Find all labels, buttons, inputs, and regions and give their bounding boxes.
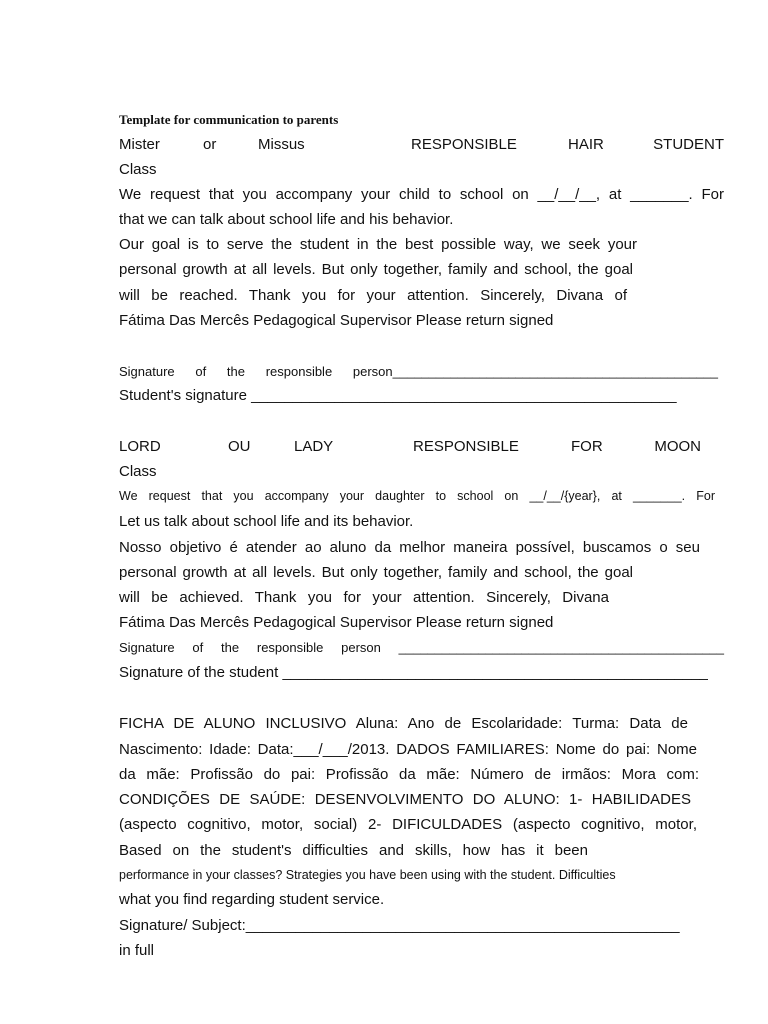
s1-header-word: RESPONSIBLE <box>411 136 517 153</box>
s1-signature-student: Student's signature ___________________________________________________ <box>119 387 677 404</box>
s2-signature-responsible: Signature of the responsible person _____________________________________________ <box>119 640 724 655</box>
s2-header-word: OU <box>228 438 251 455</box>
s1-paragraph-line: that we can talk about school life and his behavior. <box>119 211 454 228</box>
s1-header-word: Mister <box>119 136 160 153</box>
s2-header-word: RESPONSIBLE <box>413 438 519 455</box>
s1-signature-responsible: Signature of the responsible person_____________________________________________ <box>119 364 718 379</box>
s2-paragraph-line: We request that you accompany your daughter to school on __/__/{year}, at _______. For <box>119 489 715 503</box>
s3-form-line: CONDIÇÕES DE SAÚDE: DESENVOLVIMENTO DO ALUNO: 1- HABILIDADES <box>119 791 691 808</box>
s3-form-line: FICHA DE ALUNO INCLUSIVO Aluna: Ano de Escolaridade: Turma: Data de <box>119 715 688 732</box>
s1-paragraph-line: Fátima Das Mercês Pedagogical Supervisor Please return signed <box>119 312 554 329</box>
s3-form-line: Based on the student's difficulties and skills, how has it been <box>119 842 588 859</box>
s3-form-line: (aspecto cognitivo, motor, social) 2- DIFICULDADES (aspecto cognitivo, motor, <box>119 816 697 833</box>
s2-header-word: FOR <box>571 438 603 455</box>
s2-class: Class <box>119 463 157 480</box>
s3-form-line: in full <box>119 942 155 959</box>
s2-paragraph-line: personal growth at all levels. But only together, family and school, the goal <box>119 564 633 581</box>
document-title: Template for communication to parents <box>119 112 339 127</box>
s1-header-word: HAIR <box>568 136 604 153</box>
s2-paragraph-line: Nosso objetivo é atender ao aluno da melhor maneira possível, buscamos o seu <box>119 539 700 556</box>
s2-header-word: LADY <box>294 438 334 455</box>
s3-form-line: Nascimento: Idade: Data:___/___/2013. DADOS FAMILIARES: Nome do pai: Nome <box>119 741 697 758</box>
s1-paragraph-line: We request that you accompany your child to school on __/__/__, at _______. For <box>119 186 724 203</box>
s2-header-word: MOON <box>654 438 701 455</box>
s3-form-line: what you find regarding student service. <box>119 891 385 908</box>
s1-paragraph-line: will be reached. Thank you for your attention. Sincerely, Divana of <box>119 287 627 304</box>
s1-paragraph-line: personal growth at all levels. But only together, family and school, the goal <box>119 261 633 278</box>
s2-paragraph-line: will be achieved. Thank you for your attention. Sincerely, Divana <box>119 589 609 606</box>
s2-signature-student: Signature of the student ___________________________________________________ <box>119 664 708 681</box>
s1-header-word: Missus <box>258 136 305 153</box>
s2-header-word: LORD <box>119 438 161 455</box>
s3-form-line: da mãe: Profissão do pai: Profissão da mãe: Número de irmãos: Mora com: <box>119 766 699 783</box>
s3-signature-subject: Signature/ Subject:____________________________________________________ <box>119 917 680 934</box>
s1-header-word: STUDENT <box>653 136 724 153</box>
s1-class: Class <box>119 161 157 178</box>
s1-paragraph-line: Our goal is to serve the student in the best possible way, we seek your <box>119 236 637 253</box>
s3-form-line: performance in your classes? Strategies you have been using with the student. Difficulties <box>119 868 616 882</box>
s1-header-word: or <box>203 136 217 153</box>
s2-paragraph-line: Fátima Das Mercês Pedagogical Supervisor Please return signed <box>119 614 554 631</box>
s2-paragraph-line: Let us talk about school life and its behavior. <box>119 513 414 530</box>
